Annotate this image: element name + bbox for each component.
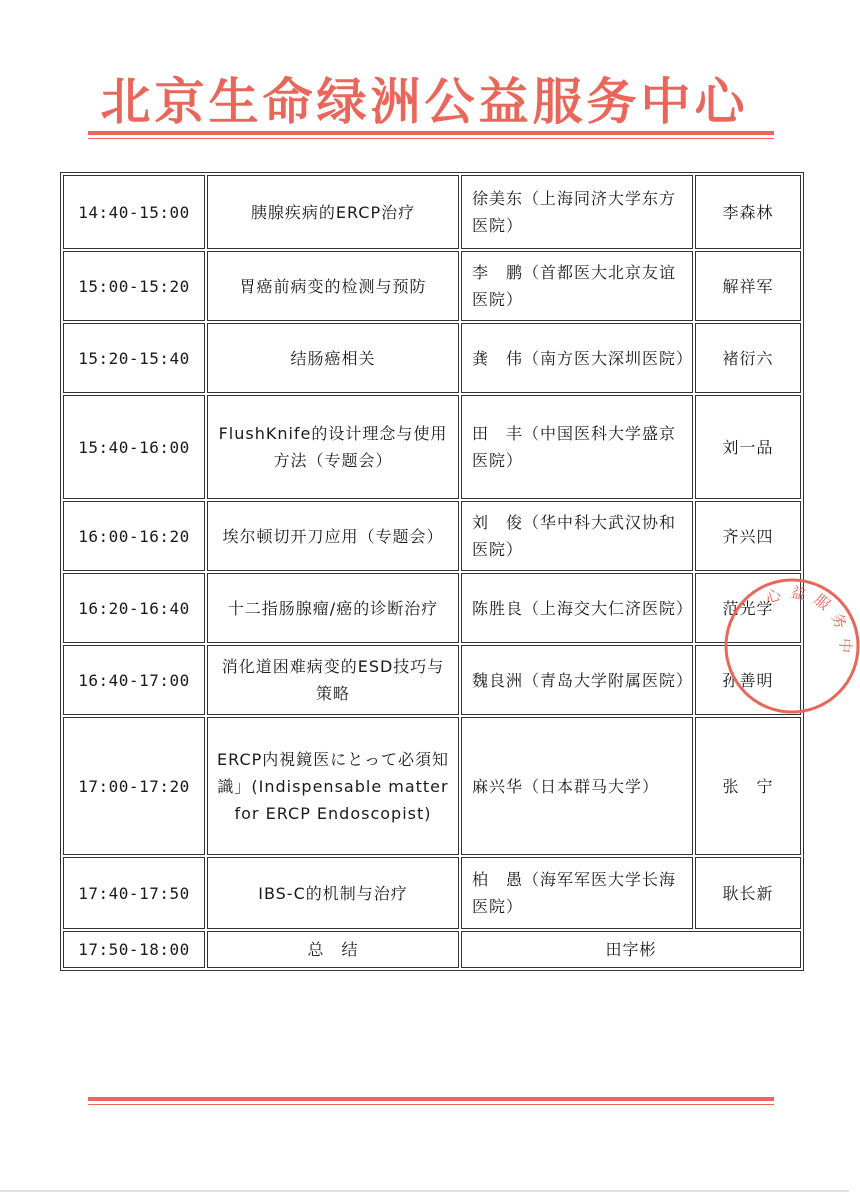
table-row: [63, 573, 801, 643]
host-cell: 解祥军: [695, 251, 801, 321]
page-bottom-edge: [0, 1190, 849, 1192]
speaker-cell: 陈胜良（上海交大仁济医院）: [461, 573, 693, 643]
speaker-cell: 魏良洲（青岛大学附属医院）: [461, 645, 693, 715]
time-cell: 16:20-16:40: [63, 573, 205, 643]
topic-cell: 埃尔顿切开刀应用（专题会）: [207, 501, 459, 571]
time-cell: 17:00-17:20: [63, 717, 205, 855]
host-cell: 耿长新: [695, 857, 801, 929]
host-cell: 田字彬: [461, 931, 801, 968]
table-row: [63, 645, 801, 715]
time-cell: 17:40-17:50: [63, 857, 205, 929]
table-row: [63, 175, 801, 249]
topic-cell: 十二指肠腺瘤/癌的诊断治疗: [207, 573, 459, 643]
host-cell: 李森林: [695, 175, 801, 249]
time-cell: 16:40-17:00: [63, 645, 205, 715]
time-cell: 15:40-16:00: [63, 395, 205, 499]
host-cell: 范光学: [695, 573, 801, 643]
table-row: [63, 251, 801, 321]
footer-rule: [88, 1097, 774, 1105]
table-row: [63, 395, 801, 499]
host-cell: 孙善明: [695, 645, 801, 715]
table-row: [63, 323, 801, 393]
rule-thin-line: [88, 1104, 774, 1105]
host-cell: 刘一品: [695, 395, 801, 499]
topic-cell: 胃癌前病变的检测与预防: [207, 251, 459, 321]
time-cell: 16:00-16:20: [63, 501, 205, 571]
speaker-cell: 柏 愚（海军军医大学长海医院）: [461, 857, 693, 929]
time-cell: 17:50-18:00: [63, 931, 205, 968]
table-row: [63, 857, 801, 929]
topic-cell: 结肠癌相关: [207, 323, 459, 393]
header-rule: [88, 131, 774, 139]
topic-cell: 总 结: [207, 931, 459, 968]
time-cell: 14:40-15:00: [63, 175, 205, 249]
schedule-table: [60, 172, 804, 971]
official-seal: [712, 572, 860, 720]
speaker-cell: 龚 伟（南方医大深圳医院）: [461, 323, 693, 393]
topic-cell: 胰腺疾病的ERCP治疗: [207, 175, 459, 249]
rule-thin-line: [88, 138, 774, 139]
topic-cell: 消化道困难病变的ESD技巧与策略: [207, 645, 459, 715]
speaker-cell: 麻兴华（日本群马大学）: [461, 717, 693, 855]
host-cell: 张 宁: [695, 717, 801, 855]
rule-thick-line: [88, 131, 774, 135]
table-row-closing: [63, 931, 801, 968]
topic-cell: ERCP内視鏡医にとって必須知識」(Indispensable matter for ERCP Endoscopist): [207, 717, 459, 855]
topic-cell: FlushKnife的设计理念与使用方法（专题会）: [207, 395, 459, 499]
seal-text: 心益服务中: [763, 582, 855, 662]
speaker-cell: 田 丰（中国医科大学盛京医院）: [461, 395, 693, 499]
speaker-cell: 徐美东（上海同济大学东方医院）: [461, 175, 693, 249]
speaker-cell: 李 鹏（首都医大北京友谊医院）: [461, 251, 693, 321]
table-row: [63, 717, 801, 855]
time-cell: 15:20-15:40: [63, 323, 205, 393]
host-cell: 齐兴四: [695, 501, 801, 571]
rule-thick-line: [88, 1097, 774, 1101]
table-row: [63, 501, 801, 571]
time-cell: 15:00-15:20: [63, 251, 205, 321]
topic-cell: IBS-C的机制与治疗: [207, 857, 459, 929]
host-cell: 褚衍六: [695, 323, 801, 393]
speaker-cell: 刘 俊（华中科大武汉协和医院）: [461, 501, 693, 571]
page-title: 北京生命绿洲公益服务中心: [100, 73, 749, 131]
